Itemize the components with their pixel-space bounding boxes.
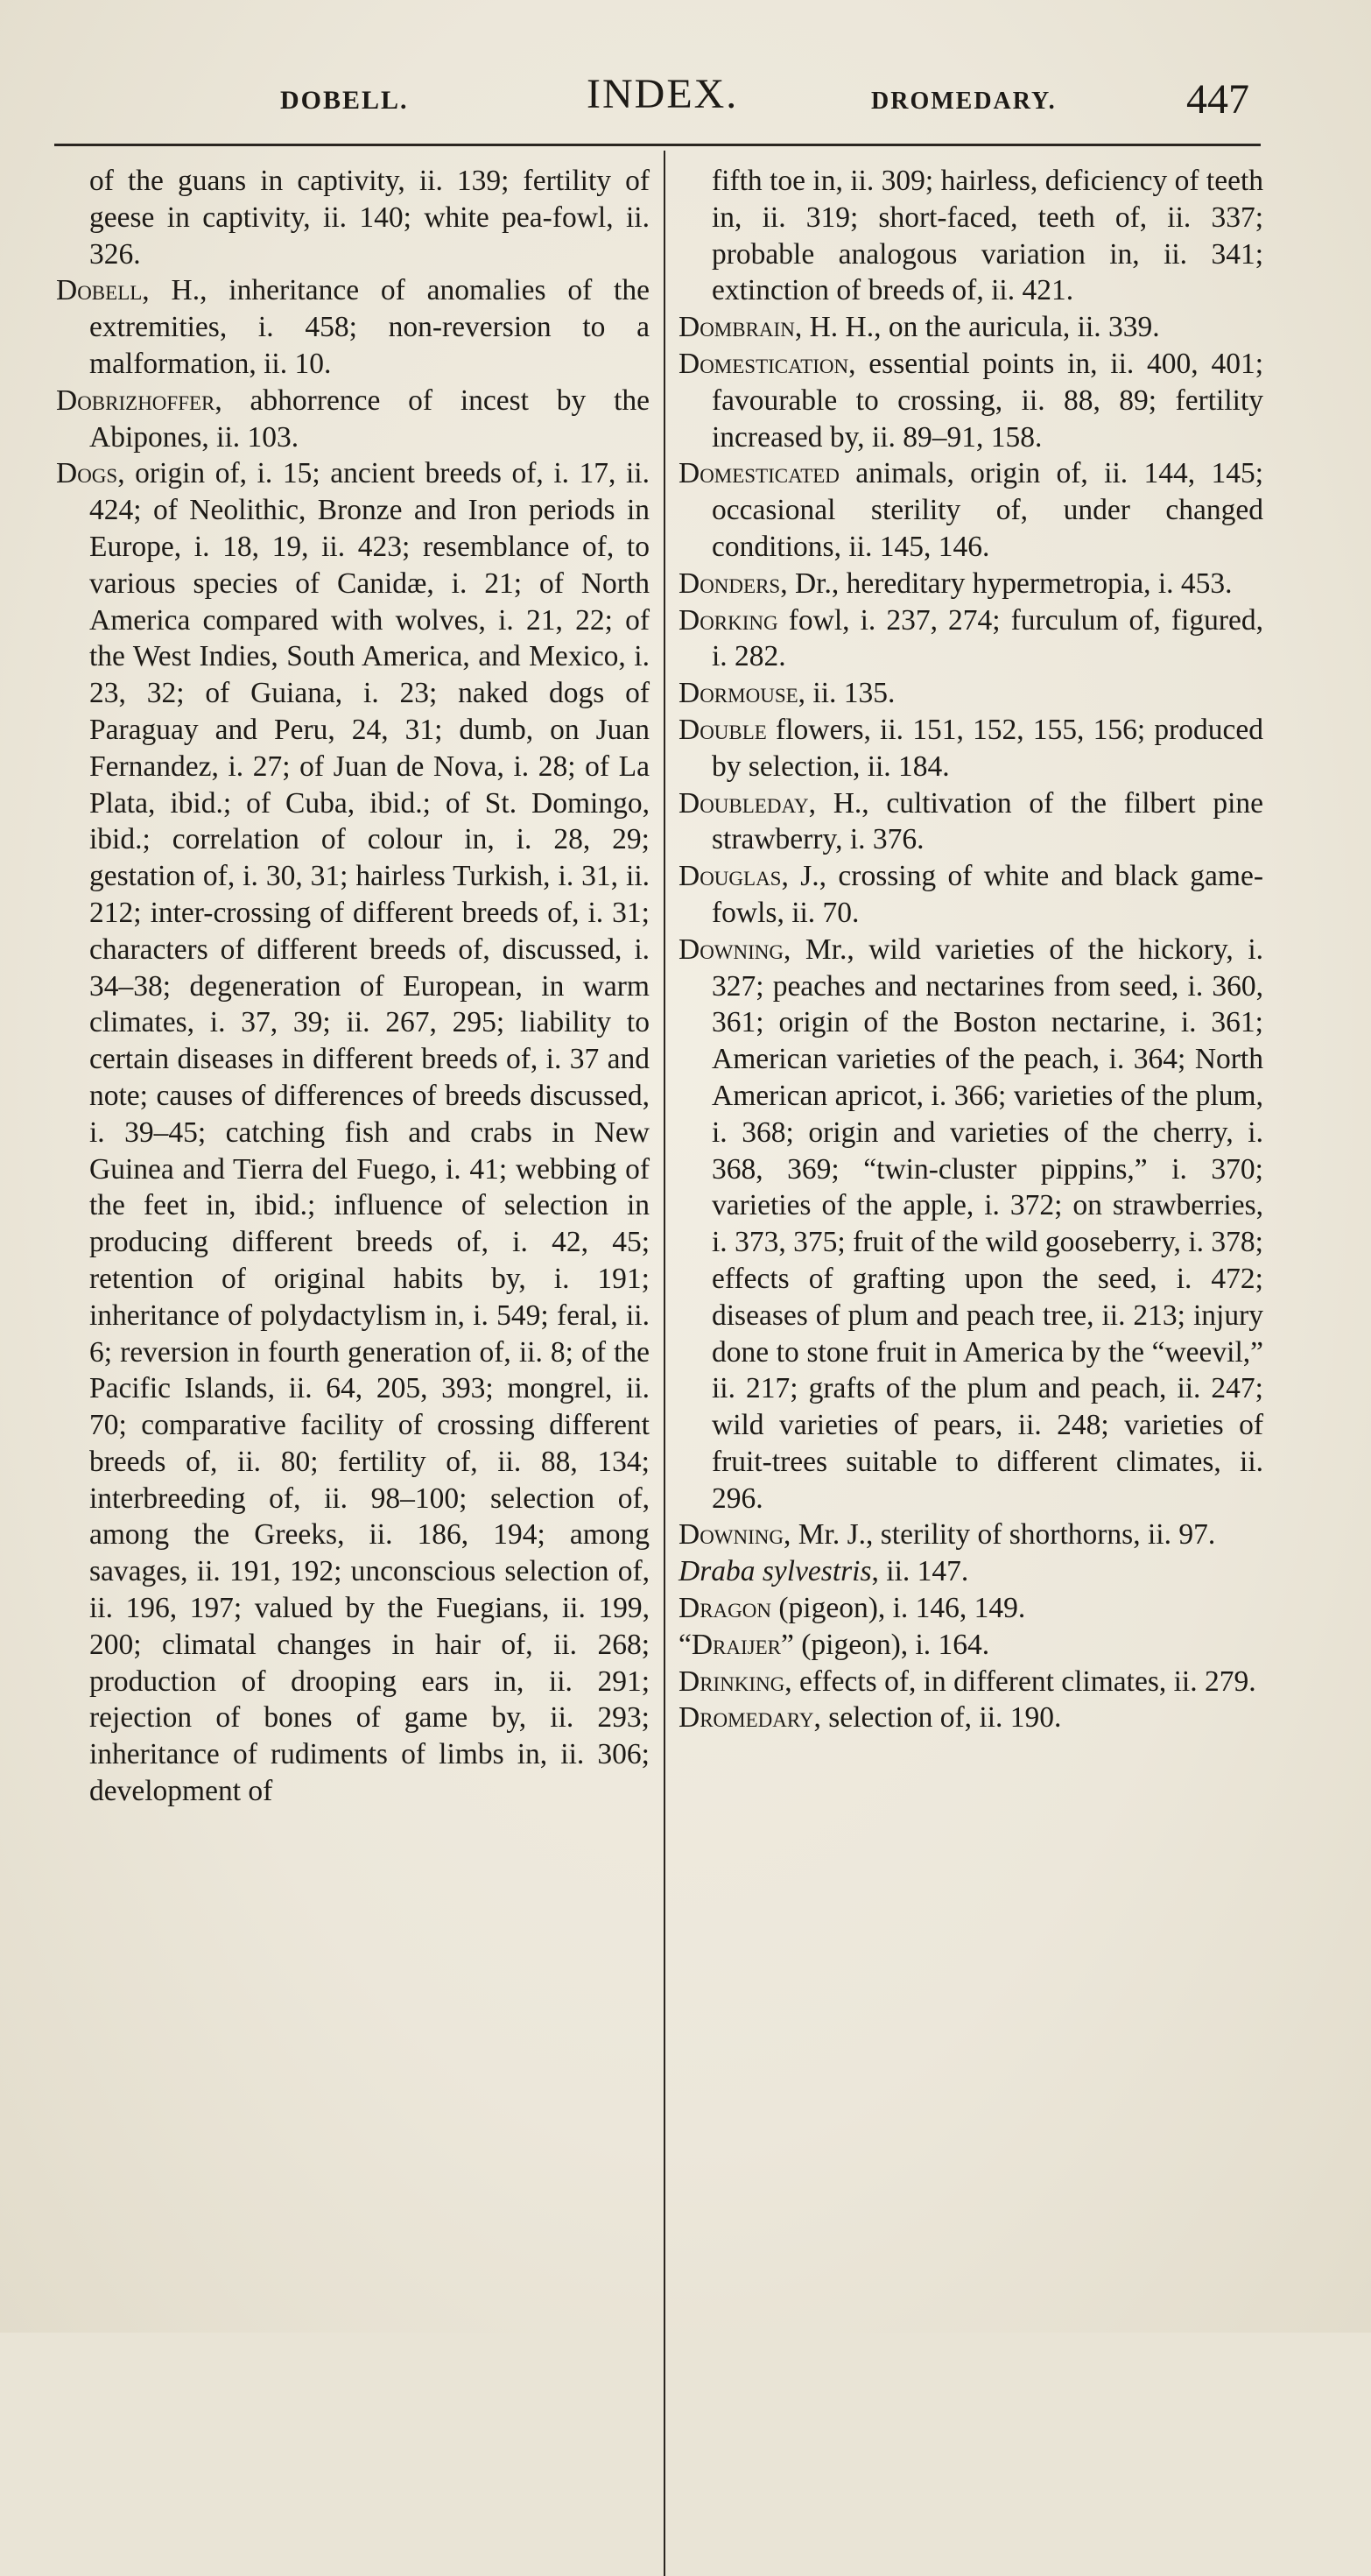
- entry-text: , abhorrence of incest by the Abipones, ii. 103.: [89, 384, 650, 454]
- header-title: INDEX.: [587, 71, 739, 117]
- entry-headword: Dorking: [678, 603, 778, 637]
- index-entry: [678, 675, 1263, 712]
- index-entry: [678, 932, 1263, 1517]
- entry-headword: Double: [678, 713, 767, 746]
- column-divider: [664, 151, 665, 2576]
- index-entry: [678, 1553, 1263, 1590]
- index-entry: [678, 1590, 1263, 1627]
- entry-text: , essential points in, ii. 400, 401; favourable to crossing, ii. 88, 89; fertility increased by, ii. 89–91, 158.: [712, 347, 1263, 454]
- entry-headword: Domesticated: [678, 457, 840, 490]
- index-entry: [678, 602, 1263, 676]
- index-entry: [678, 712, 1263, 785]
- index-entry: [678, 455, 1263, 565]
- entry-text: (pigeon), i. 164.: [793, 1628, 990, 1661]
- entry-text: , J., crossing of white and black game-fowls, ii. 70.: [712, 860, 1263, 929]
- entry-text: animals, origin of, ii. 144, 145; occasional sterility of, under changed conditions, ii. 145, 146.: [712, 457, 1263, 563]
- entry-text: (pigeon), i. 146, 149.: [770, 1592, 1026, 1625]
- header-left-guideword: DOBELL.: [280, 86, 409, 115]
- entry-text: , origin of, i. 15; ancient breeds of, i. 17, ii. 424; of Neolithic, Bronze and Iron periods in Europe, i. 18, 19, ii. 423; resemblance of, to various species of Canidæ, i. 21; of North America compared with wolves, i. 21, 22; of the West Indies, South America, and Mexico, i. 23, 32; of Guiana, i. 23; naked dogs of Paraguay and Peru, 24, 31; dumb, on Juan Fernandez, i. 27; of Juan de Nova, i. 28; of La Plata, ibid.; of Cuba, ibid.; of St. Domingo, ibid.; correlation of colour in, i. 28, 29; gestation of, i. 30, 31; hairless Turkish, i. 31, ii. 212; inter-crossing of different breeds of, i. 31; characters of different breeds of, discussed, i. 34–38; degeneration of European, in warm climates, i. 37, 39; ii. 267, 295; liability to certain diseases in different breeds of, i. 37 and note; causes of differences of breeds discussed, i. 39–45; catching fish and crabs in New Guinea and Tierra del Fuego, i. 41; webbing of the feet in, ibid.; influence of selection in producing different breeds of, i. 42, 45; retention of original habits by, i. 191; inheritance of polydactylism in, i. 549; feral, ii. 6; reversion in fourth generation of, ii. 8; of the Pacific Islands, ii. 64, 205, 393; mongrel, ii. 70; comparative facility of crossing different breeds of, ii. 80; fertility of, ii. 88, 134; interbreeding of, ii. 98–100; selection of, among the Greeks, ii. 186, 194; among savages, ii. 191, 192; unconscious selection of, ii. 196, 197; valued by the Fuegians, ii. 199, 200; climatal changes in hair of, ii. 268; production of drooping ears in, ii. 291; rejection of bones of game by, ii. 293; inheritance of rudiments of limbs in, ii. 306; development of: [89, 457, 650, 1808]
- page-number: 447: [1186, 76, 1249, 123]
- entry-text: fifth toe in, ii. 309; hairless, deficiency of teeth in, ii. 319; short-faced, teeth of, ii. 337; probable analogous variation in, ii. 341; extinction of breeds of, ii. 421.: [712, 165, 1263, 307]
- entry-text: flowers, ii. 151, 152, 155, 156; produced by selection, ii. 184.: [712, 713, 1263, 783]
- entry-headword: “Draijer”: [678, 1628, 794, 1661]
- index-entry: [56, 455, 650, 1809]
- entry-text: , effects of, in different climates, ii. 279.: [784, 1665, 1256, 1698]
- index-entry: [678, 1664, 1263, 1700]
- entry-text: , Mr., wild varieties of the hickory, i. 327; peaches and nectarines from seed, i. 360, 361; origin of the Boston nectarine, i. 361; American varieties of the peach, i. 364; North American apricot, i. 366; varieties of the plum, i. 368; origin and varieties of the cherry, i. 368, 369; “twin-cluster pippins,” i. 370; varieties of the apple, i. 372; on strawberries, i. 373, 375; fruit of the wild gooseberry, i. 378; effects of grafting upon the seed, i. 472; diseases of plum and peach tree, ii. 213; injury done to stone fruit in America by the “weevil,” ii. 217; grafts of the plum and peach, ii. 247; wild varieties of pears, ii. 248; varieties of fruit-trees suitable to different climates, ii. 296.: [712, 933, 1263, 1515]
- entry-text: , H., cultivation of the filbert pine strawberry, i. 376.: [712, 786, 1263, 856]
- entry-text: fowl, i. 237, 274; furculum of, figured, i. 282.: [712, 603, 1263, 673]
- entry-headword: Downing: [678, 1518, 784, 1552]
- entry-headword: Dragon: [678, 1592, 771, 1625]
- entry-headword: Domestication: [678, 347, 849, 380]
- entry-text: of the guans in captivity, ii. 139; fertility of geese in captivity, ii. 140; white pea-fowl, ii. 326.: [89, 165, 650, 271]
- index-entry: [678, 163, 1263, 309]
- index-entry: [56, 383, 650, 456]
- index-entry: [56, 272, 650, 382]
- entry-headword: Drinking: [678, 1665, 785, 1698]
- left-column: [56, 163, 650, 1810]
- index-entry: [56, 163, 650, 272]
- entry-headword: Dromedary: [678, 1701, 814, 1735]
- entry-text: , Dr., hereditary hypermetropia, i. 453.: [780, 567, 1233, 600]
- entry-italic-headword: Draba sylvestris: [678, 1555, 872, 1588]
- index-entry: [678, 309, 1263, 346]
- entry-text: , selection of, ii. 190.: [813, 1701, 1062, 1735]
- entry-text: , Mr. J., sterility of shorthorns, ii. 97.: [784, 1518, 1216, 1552]
- entry-headword: Dobrizhoffer: [56, 384, 215, 417]
- running-header: [53, 68, 1278, 130]
- index-entry: [678, 858, 1263, 932]
- header-right-guideword: DROMEDARY.: [871, 88, 1057, 115]
- index-entry: [678, 566, 1263, 602]
- header-rule: [54, 144, 1261, 146]
- right-column: [678, 163, 1263, 1736]
- index-entry: [678, 1627, 1263, 1664]
- entry-headword: Dobell: [56, 274, 143, 307]
- entry-headword: Dombrain: [678, 311, 795, 344]
- entry-headword: Donders: [678, 567, 781, 600]
- entry-headword: Douglas: [678, 860, 782, 893]
- index-entry: [678, 1517, 1263, 1553]
- entry-text: , ii. 147.: [871, 1555, 969, 1588]
- entry-text: , H. H., on the auricula, ii. 339.: [794, 311, 1160, 344]
- entry-text: , H., inheritance of anomalies of the extremities, i. 458; non-reversion to a malformation, ii. 10.: [89, 274, 650, 380]
- index-entry: [678, 346, 1263, 455]
- index-entry: [678, 785, 1263, 859]
- index-entry: [678, 1700, 1263, 1736]
- entry-text: , ii. 135.: [798, 677, 896, 710]
- entry-headword: Doubleday: [678, 786, 809, 820]
- entry-headword: Dogs: [56, 457, 118, 490]
- entry-headword: Dormouse: [678, 677, 798, 710]
- entry-headword: Downing: [678, 933, 784, 966]
